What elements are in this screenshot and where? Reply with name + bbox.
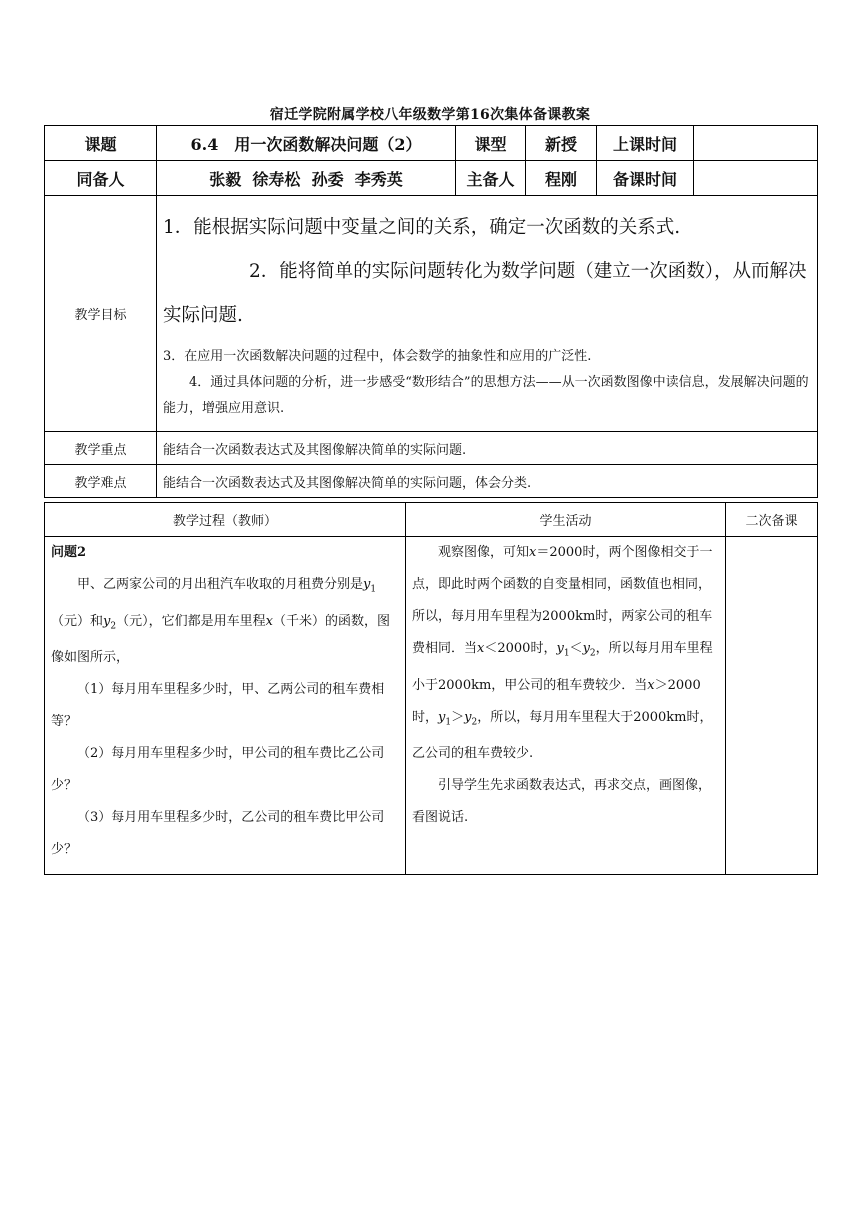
type-label: 课型 [456,126,526,161]
document-title: 宿迁学院附属学校八年级数学第16次集体备课教案 [269,107,591,123]
objectives-label: 教学目标 [45,196,157,432]
teacher-process-cell [45,537,406,875]
type-value: 新授 [526,126,597,161]
main-preparer-label: 主备人 [456,161,526,196]
col-student-header: 学生活动 [406,503,726,537]
objective-2: 2．能将简单的实际问题转化为数学问题（建立一次函数），从而解决实际问题. [163,260,807,326]
col-secondary-header: 二次备课 [726,503,818,537]
key-points-value: 能结合一次函数表达式及其图像解决简单的实际问题. [157,432,818,465]
class-time-label: 上课时间 [597,126,694,161]
objective-1: 1．能根据实际问题中变量之间的关系，确定一次函数的关系式. [163,216,681,238]
difficulties-label: 教学难点 [45,465,157,498]
col-teacher-header: 教学过程（教师） [45,503,406,537]
student-guidance: 引导学生先求函数表达式，再求交点，画图像，看图说话. [412,778,712,826]
main-preparer-value: 程刚 [526,161,597,196]
topic-value: 6.4 用一次函数解决问题（2） [157,126,456,161]
process-header-row [45,503,818,537]
key-points-row [45,432,818,465]
question-title: 问题2 [51,545,87,560]
objectives-content [157,196,818,432]
key-points-label: 教学重点 [45,432,157,465]
student-activity-cell [406,537,726,875]
difficulties-row [45,465,818,498]
co-preparers-value: 张毅 徐寿松 孙委 李秀英 [157,161,456,196]
difficulties-value: 能结合一次函数表达式及其图像解决简单的实际问题，体会分类. [157,465,818,498]
question-part-2: （2）每月用车里程多少时，甲公司的租车费比乙公司少？ [51,746,385,794]
preparers-row [45,161,818,196]
process-body-row [45,537,818,875]
class-time-value [694,126,818,161]
prep-time-value [694,161,818,196]
co-preparers-label: 同备人 [45,161,157,196]
topic-label: 课题 [45,126,157,161]
student-observation: 观察图像，可知x＝2000时，两个图像相交于一点，即此时两个函数的自变量相同，函数值也相同，所以，每月用车里程为2000km时，两家公司的租车费相同．当x＜2000时，$y_1<y_2$，所以每月用车里程小于2000km，甲公司的租车费较少．当x＞2000时，$y_1>y_2$，所以，每月用车里程大于2000km时，乙公司的租车费较少. [412,545,713,762]
question-stem: 甲、乙两家公司的月出租汽车收取的月租费分别是$y_1$（元）和$y_2$（元），它们都是用车里程x（千米）的函数，图像如图所示， [51,577,390,666]
prep-time-label: 备课时间 [597,161,694,196]
question-part-3: （3）每月用车里程多少时，乙公司的租车费比甲公司少？ [51,810,385,858]
objectives-row [45,196,818,432]
objective-3: 3．在应用一次函数解决问题的过程中，体会数学的抽象性和应用的广泛性. [163,348,592,364]
teaching-process-table [44,502,818,875]
secondary-prep-cell [726,537,818,875]
objective-4: 4．通过具体问题的分析，进一步感受“数形结合”的思想方法——从一次函数图像中读信息，发展解决问题的能力，增强应用意识. [163,374,809,416]
topic-row [45,126,818,161]
lesson-info-table [44,125,818,498]
question-part-1: （1）每月用车里程多少时，甲、乙两公司的租车费相等？ [51,682,385,730]
